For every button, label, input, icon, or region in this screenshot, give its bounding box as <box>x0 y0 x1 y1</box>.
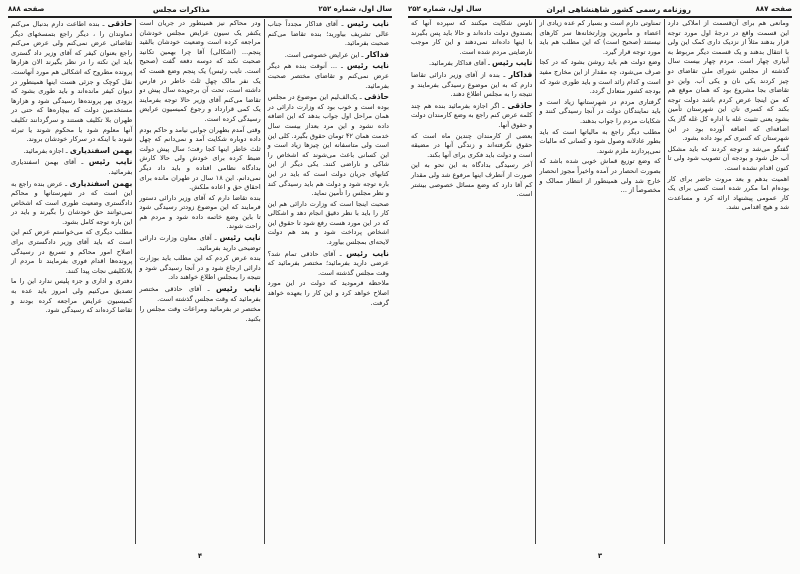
header-rule <box>8 16 392 18</box>
paragraph-text: ـ آقای حاذقی تمام شد؟ عرضی دارید بفرمائید؛ مختصر بفرمائید که وقت مجلس گذشته است. <box>267 249 389 277</box>
speaker-name: نایب رئیس <box>88 157 133 167</box>
speaker-name: حاذقی <box>507 100 533 110</box>
speaker-name: نایب رئیس <box>347 19 389 28</box>
paragraph-text: دفتری و اداری و جزء پلیس ندارد این را ما تصدیق می‌کنیم ولی امروز باید عده به کمیسیون عرایض مراجعه کرده بودند و تقاضا کرده‌اند که رسیدگی شود. <box>11 277 133 315</box>
speaker-name: فداکار <box>365 49 389 59</box>
text-columns <box>8 19 392 544</box>
paragraph <box>268 61 389 91</box>
paragraph <box>411 132 532 161</box>
paragraph <box>139 19 260 125</box>
speaker-name: حاذقی <box>364 92 389 102</box>
paragraph <box>11 146 132 157</box>
speaker-name: حاذقی <box>107 19 133 28</box>
text-column <box>8 19 136 544</box>
paragraph <box>411 101 532 131</box>
issue-number: سال اول، شماره ۲۵۲ <box>408 5 482 13</box>
paragraph <box>268 19 389 49</box>
paragraph <box>539 98 660 127</box>
paragraph <box>539 128 660 157</box>
paragraph <box>268 249 389 279</box>
paragraph <box>11 19 132 145</box>
section-title: روزنامه رسمی کشور شاهنشاهی ایران <box>546 4 691 14</box>
paragraph-text: مختصر تر بفرمائید ومراعات وقت مجلس را بکنید. <box>139 305 261 323</box>
paragraph <box>668 145 789 174</box>
paragraph-text: ـ آقای معاون وزارت دارائی توضیحی دارید بفرمائید. <box>139 234 261 252</box>
text-column <box>665 19 792 544</box>
paragraph-text: اهمیت بدهم و بعد مروت حاضر برای کار بوده‌ام اما مکرر شده است کسی برای یک کار عمومی پیشنهاد ارائه کرد و مساعدت شد و هیچ اقدامی نشد. <box>667 174 789 212</box>
paragraph <box>11 228 132 276</box>
paragraph <box>11 179 132 228</box>
speaker-name: نایب رئیس <box>346 61 389 71</box>
paragraph <box>411 58 532 69</box>
paragraph-text: ـ یک‌الف‌لیم این موضوع در مجلس بوده است و خوب بود که وزارت دارائی در همان مراحل اول جواب بدهد که این اضافه داده نشود و این مرد بعداز بیست سال خدمت همان ۴۲ تومان حقوق بگیرد. کلی این است ولی متاسفانه این چیزها زیاد است و این کسانی باعث می‌شوند که اشخاص را شاکی و ناراضی کنند. یکی دیگر از این کتابهای جریان دولت است که باید در این باره توجه شود و دولت هم باید رسیدگی کند و نظر مجلس را تأمین نماید. <box>267 93 389 198</box>
page-header <box>408 2 792 16</box>
paragraph <box>411 161 532 199</box>
paragraph <box>139 254 260 283</box>
text-column <box>136 19 264 544</box>
paragraph-text: مطلب دیگری که می‌خواستم عرض کنم این است که باید آقای وزیر دادگستری برای اصلاح امور محاکم و تسریع در رسیدگی پرونده‌ها اقدام فوری بفرمایند تا مردم از بلاتکلیفی نجات پیدا کنند. <box>11 228 133 275</box>
paragraph <box>139 284 260 304</box>
text-column <box>265 19 392 544</box>
text-columns <box>408 19 792 544</box>
paragraph <box>139 194 260 232</box>
paragraph-text: ـ اگر اجازه بفرمائید بنده هم چند کلمه عرض کنم راجع به وضع کارمندان دولت و حقوق آنها. <box>411 101 533 129</box>
paragraph-text: وقتی آمدم بطهران جوابی نیامد و حاکم بودم داده دوباره شکایت آمد و نمی‌دانم که چهل ثلث خاطر اینها کجا رفت؛ سال پیش دولت ضبط کرده برای خودش ولی حالا کارش بدادگاه نظامی افتاده و باید داد دیگر نمی‌دانم. این ۱۸ سال در طهران مانده برای احقاق حق و اعاده ملکش. <box>139 125 261 192</box>
paragraph <box>539 19 660 57</box>
paragraph-text: بنده عرض کردم که این مطلب باید بوزارت دارائی ارجاع شود و در آنجا رسیدگی شود و نتیجه را بمجلس اطلاع خواهند داد. <box>139 254 261 282</box>
paragraph-text: ملاحظه فرمودید که دولت در این مورد اصلاح خواهد کرد و این کار را بعهده خواهد گرفت. <box>267 279 389 307</box>
paragraph-text: ناوس شکایت میکنند که سپرده آنها که بصندوق دولت داده‌اند و حالا باید پس بگیرند با اینها داده‌اند نمی‌دهند و این کار موجب نارضایتی مردم شده است. <box>411 19 533 56</box>
paragraph-text: بعضی از کارمندان چندین ماه است که حقوق نگرفته‌اند و زندگی آنها در مضیقه است و دولت باید فکری برای آنها بکند. <box>411 131 533 159</box>
paragraph-text: ـ بنده از آقای وزیر دارائی تقاضا دارم که به این موضوع رسیدگی بفرمایند و نتیجه را به مجلس اطلاع دهند. <box>411 70 533 99</box>
paragraph-text: مطلب دیگر راجع به مالیاتها است که باید بطور عادلانه وصول شود و کسانی که مالیات نمی‌پردازند ملزم شوند. <box>539 127 661 155</box>
paragraph <box>139 126 260 193</box>
speaker-name: فداکار <box>508 69 533 79</box>
paragraph-text: ـ اجازه بفرمائید. <box>23 146 68 155</box>
paragraph-text: ـ آقای فداکار بفرمائید. <box>429 59 490 68</box>
paragraph-text: ـ آقای فداکار مجدداً جناب عالی تشریف بیاورید؛ بنده تقاضا می‌کنم صحبت بفرمائید. <box>267 20 389 48</box>
speaker-name: بهمن اسفندیاری <box>69 178 133 188</box>
paragraph <box>539 58 660 96</box>
speaker-name: بهمن اسفندیاری <box>69 145 133 155</box>
issue-number: سال اول، شماره ۲۵۲ <box>318 5 392 13</box>
paragraph-text: که وضع توزیع قماش خوبی شده باشد که بصورت انحصار در آمده واخیراً مجوز انحصار خارج شد ولی همینطور از انتظار ممالک و مخصوصاً از ... <box>539 157 661 195</box>
paragraph <box>268 279 389 308</box>
paragraph-text: ومانعی هم برای آن‌قسمت از املاکی دارد این قسمت واقع در درجهٔ اول مورد توجه قرار بدهند مثلاً از نزدیک داری کمک این ولی با انتقال بدهند و یک قسمت دیگر مربوط به آبیاری چهار است. مردم چهار بیست سال گذشته از مجلس شورای ملی تقاضای دو چیز کردند یکی نان و یکی آب. واین دو تقاضای بجا مشروع بود که همان موقع هم که من اینجا عرض کردم باشد دولت توجه بکند که کسری نان این شهرستان تأمین بشود یعنی تثبیت غله با اداره کل غله گاز یک اضافه‌ای که اضافه آورده بود در این شهرستان که کسری کم بود داده بشود. <box>667 19 789 143</box>
paragraph-text: گفتگو می‌شد و توجه کردند که باید مشکل آب حل شود و بودجه آن تصویب شود ولی تا کنون اقدام نشده است. <box>667 144 789 172</box>
paragraph-text: آخر رسیدگی بدادگاه به این نحو به این صورت از آنطرف اینها مرفوع شد ولی مقدار کم آقا دارد که وضع مسائل خصوصی بیشتر است. <box>411 161 533 199</box>
paragraph <box>268 92 389 199</box>
paragraph-text: ـ آقای بهمن اسفندیاری بفرمائید. <box>11 158 133 176</box>
text-column <box>536 19 664 544</box>
page-number: ۳ <box>597 552 603 560</box>
paragraph-text: تمناوتی دارم است و بسیار کم عده زیادی از اعضاء و مأمورین وزارتخانه‌ها سر کارهای نیستند (صحیح است) که این مطلب هم باید مورد توجه قرار گیرد. <box>539 19 661 56</box>
paragraph <box>539 157 660 195</box>
speaker-name: نایب رئیس <box>492 58 533 68</box>
paragraph-text: ـ عرض بنده راجع به این است که در شهرستانها و محاکم دادگستری وضعیت طوری است که اشخاص نمی‌توانند حق خودشان را بگیرند و باید در این باره توجه کامل بشود. <box>11 179 133 226</box>
paragraph-text: گرفتاری مردم در شهرستانها زیاد است و باید نمایندگان دولت در آنجا رسیدگی کنند و شکایات مردم را جواب بدهند. <box>539 97 661 125</box>
paragraph <box>268 50 389 61</box>
paragraph <box>411 19 532 57</box>
paragraph-text: بنده تقاضا دارم که آقای وزیر دارائی دستور فرمایند که این موضوع زودتر رسیدگی شود تا باین وضع خاتمه داده شود و مردم هم راحت شوند. <box>139 193 261 231</box>
speaker-name: نایب رئیس <box>216 284 261 294</box>
page-label: صفحه ۸۸۷ <box>755 5 792 13</box>
paragraph <box>139 305 260 324</box>
paragraph-text: صحبت اینجا است که وزارت دارائی هم این کار را باید با نظر دقیق انجام دهد و اشکالی که در این مورد هست رفع شود تا حقوق این اشخاص پرداخت شود و بعد هم دولت لایحه‌ای بمجلس بیاورد. <box>267 199 389 247</box>
paragraph <box>139 233 260 253</box>
page-header <box>8 2 392 16</box>
section-title: مذاکرات مجلس <box>152 4 210 14</box>
paragraph-text: ـ ... آنوقت بنده هم دیگر عرض نمی‌کنم و تقاضای مختصر صحبت بفرمائید. <box>267 62 389 90</box>
text-column <box>408 19 536 544</box>
right-page <box>400 0 800 574</box>
speaker-name: نایب رئیس <box>219 233 261 243</box>
paragraph <box>268 200 389 248</box>
page-number: ۴ <box>197 552 203 560</box>
page-label: صفحه ۸۸۸ <box>8 5 45 13</box>
paragraph <box>11 277 132 315</box>
paragraph <box>668 19 789 144</box>
paragraph <box>11 157 132 177</box>
paragraph-text: ـ بنده اطاعت دارم بدنبال می‌کنم دماوندان را ، دیگر راجع بتمسخهای دیگر تقاضائی عرض نمی‌کنم ولی عرض می‌کنم راجع بعنوان کیفر که آقای وزیر داد گستری باید این نکته را در نظر بگیرند الان هزارها پرونده مطروح که اشکالی هم مورد آنهاست. نقل کوچک و جزئی هست اینها همینطور در دیوان کیفر مانده‌اند و باید طوری بشود که بزودی بهر پرونده‌ها رسیدگی شود و هزارها مستخدمین دولت که بیچاره‌ها که حتی در طهران بلا تکلیف هستند و سرگردانند تکلیف آنها معلوم شود یا محکوم شوند یا تبرئه شوند با اینکه در سرکار خودشان بروند. <box>11 20 133 144</box>
paragraph-text: ودر محاکم نیز همینطور در جریان است یکنفر یک سیون عرایض مجلس خودشان مراجعه کرده است وضعیت خودشان بالقید پنجم... (اشکالی) آقا چرا بهمین تکانید صحبت نکند که دوسه دفعه گفت (صحیح است. نایب رئیس) یک پنجم وضع هست که یک نفر مالک چهل ثلث خاطر در فارس داشته است، تحت آن برجویده سال پیش دو تقاضا می‌کنم آقای وزیر حالا توجه بفرمایند یک کمی قرارداد و رجوع کمیسیون عرایض رسیدگی کرده است. <box>139 19 261 123</box>
header-rule <box>408 16 792 18</box>
paragraph-text: ـ این عرایض خصوصی است. <box>284 50 364 59</box>
paragraph <box>668 175 789 213</box>
paragraph <box>411 70 532 100</box>
paragraph-text: وضع دولت هم باید روشن بشود که در کجا صرف می‌شود، چه مقدار از این مخارج مفید است و کدام زائد است و باید طوری شود که بودجه کشور متعادل گردد. <box>539 58 661 96</box>
paragraph-text: ـ آقای حاذقی مختصر بفرمائید که وقت مجلس گذشته است. <box>139 285 261 303</box>
speaker-name: نایب رئیس <box>346 248 389 258</box>
